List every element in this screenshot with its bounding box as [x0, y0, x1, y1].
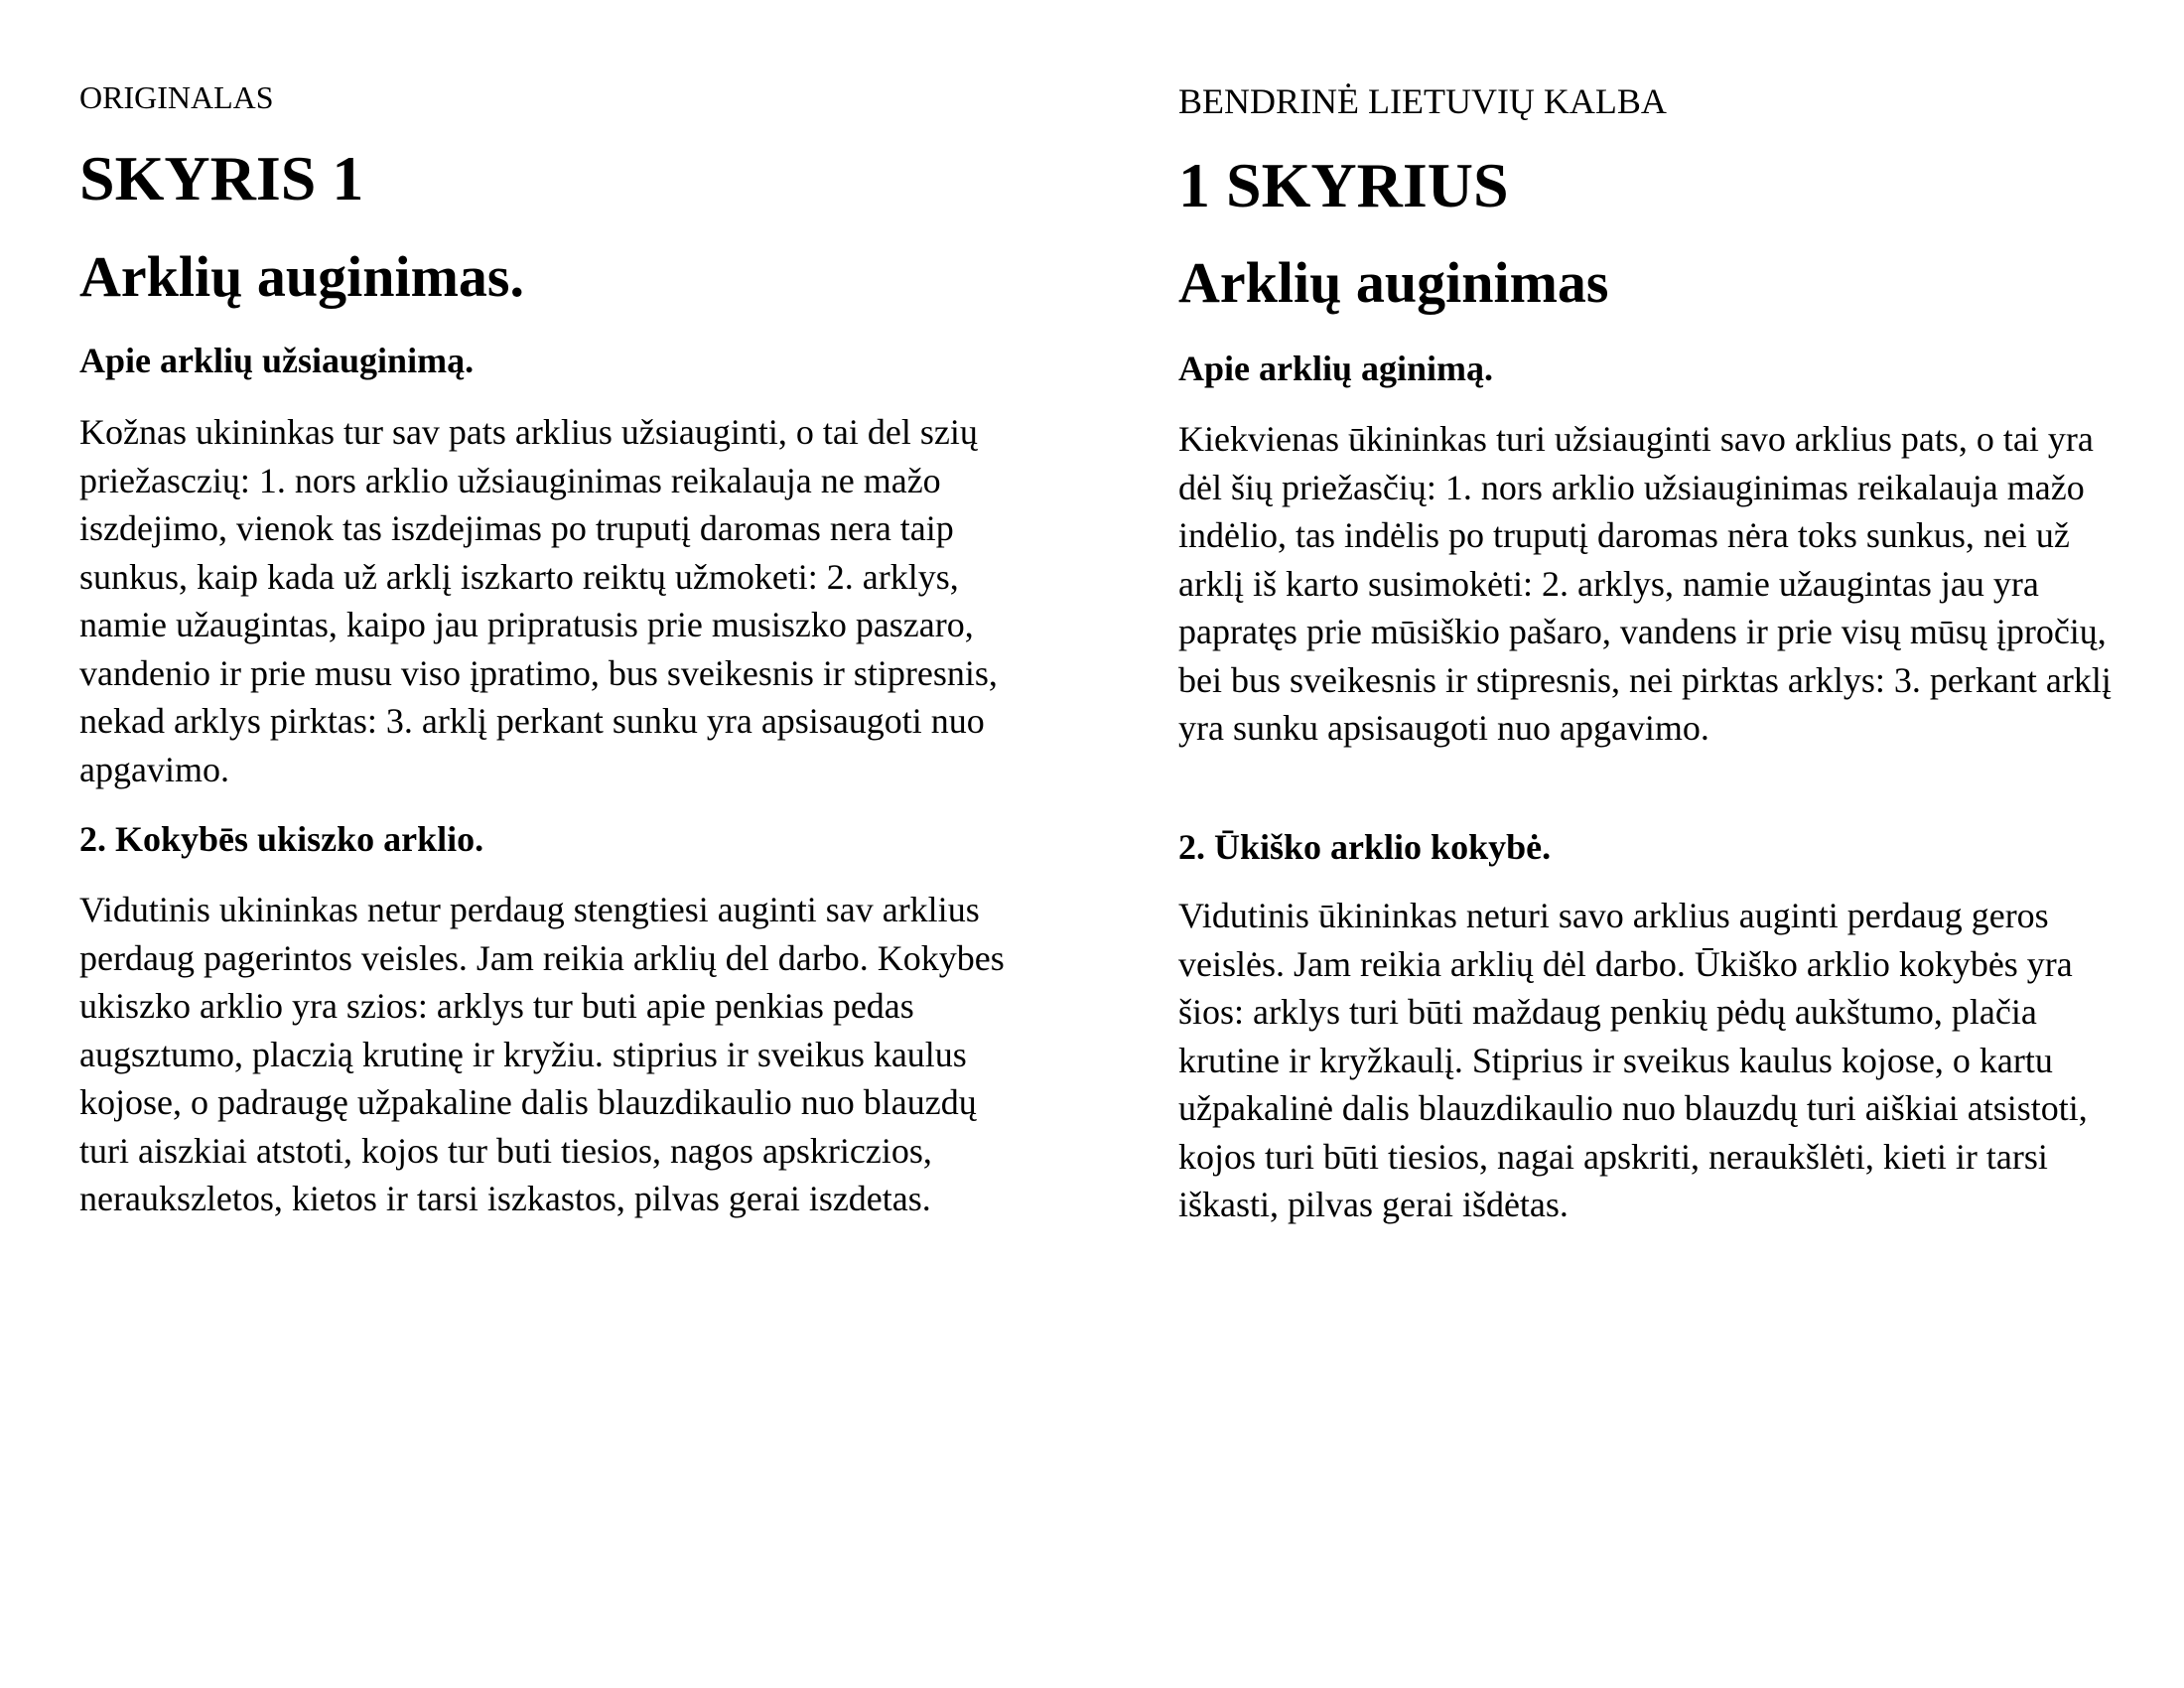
original-section1-heading: Apie arklių užsiauginimą.	[79, 341, 475, 380]
standard-label: BENDRINĖ LIETUVIŲ KALBA	[1178, 81, 1667, 121]
standard-title: Arklių auginimas	[1178, 250, 1609, 315]
standard-section2-heading: 2. Ūkiško arklio kokybė.	[1178, 827, 1552, 867]
standard-section1-heading: Apie arklių aginimą.	[1178, 349, 1494, 388]
original-section1-text: Kožnas ukininkas tur sav pats arklius užsiauginti, o tai del szių priežasczių: 1. nors arklio užsiauginimas reikalauja ne mažo iszdejimo, vienok tas iszdejimas po truputį daromas nera taip sunkus, kaip kada už arklį iszkarto reiktų užmoketi: 2. arklys, namie užaugintas, kaipo jau pripratusis prie musiszko paszaro, vandenio ir prie musu viso įpratimo, bus sveikesnis ir stipresnis, nekad arklys pirktas: 3. arklį perkant sunku yra apsisaugoti nuo apgavimo.	[79, 412, 998, 789]
original-section2-text: Vidutinis ukininkas netur perdaug stengtiesi auginti sav arklius perdaug pagerintos veisles. Jam reikia arklių del darbo. Kokybes ukiszko arklio yra szios: arklys tur buti apie penkias pedas augsztumo, placzią krutinę ir kryžiu. stiprius ir sveikus kaulus kojose, o padraugę užpakaline dalis blauzdikaulio nuo blauzdų turi aiszkiai atstoti, kojos tur buti tiesios, nagos apskriczios, neraukszletos, kietos ir tarsi iszkastos, pilvas gerai iszdetas.	[79, 890, 1005, 1218]
original-title: Arklių auginimas.	[79, 244, 524, 309]
standard-section2-text: Vidutinis ūkininkas neturi savo arklius auginti perdaug geros veislės. Jam reikia arklių dėl darbo. Ūkiško arklio kokybės yra šios: arklys turi būti maždaug penkių pėdų aukštumo, plačia krutine ir kryžkaulį. Stiprius ir sveikus kaulus kojose, o kartu užpakalinė dalis blauzdikaulio nuo blauzdų turi aiškiai atsistoti, kojos turi būti tiesios, nagai apskriti, neraukšlėti, kieti ir tarsi iškasti, pilvas gerai išdėtas.	[1178, 896, 2088, 1224]
original-label: ORIGINALAS	[79, 79, 274, 115]
standard-section1-text: Kiekvienas ūkininkas turi užsiauginti savo arklius pats, o tai yra dėl šių priežasčių: 1. nors arklio užsiauginimas reikalauja mažo indėlio, tas indėlis po truputį daromas nėra toks sunkus, nei už arklį iš karto susimokėti: 2. arklys, namie užaugintas jau yra papratęs prie mūsiškio pašaro, vandens ir prie visų mūsų įpročių, bei bus sveikesnis ir stipresnis, nei pirktas arklys: 3. perkant arklį yra sunku apsisaugoti nuo apgavimo.	[1178, 419, 2112, 748]
original-chapter-heading: SKYRIS 1	[79, 143, 364, 213]
standard-chapter-heading: 1 SKYRIUS	[1178, 150, 1509, 220]
original-section2-heading: 2. Kokybēs ukiszko arklio.	[79, 819, 484, 859]
